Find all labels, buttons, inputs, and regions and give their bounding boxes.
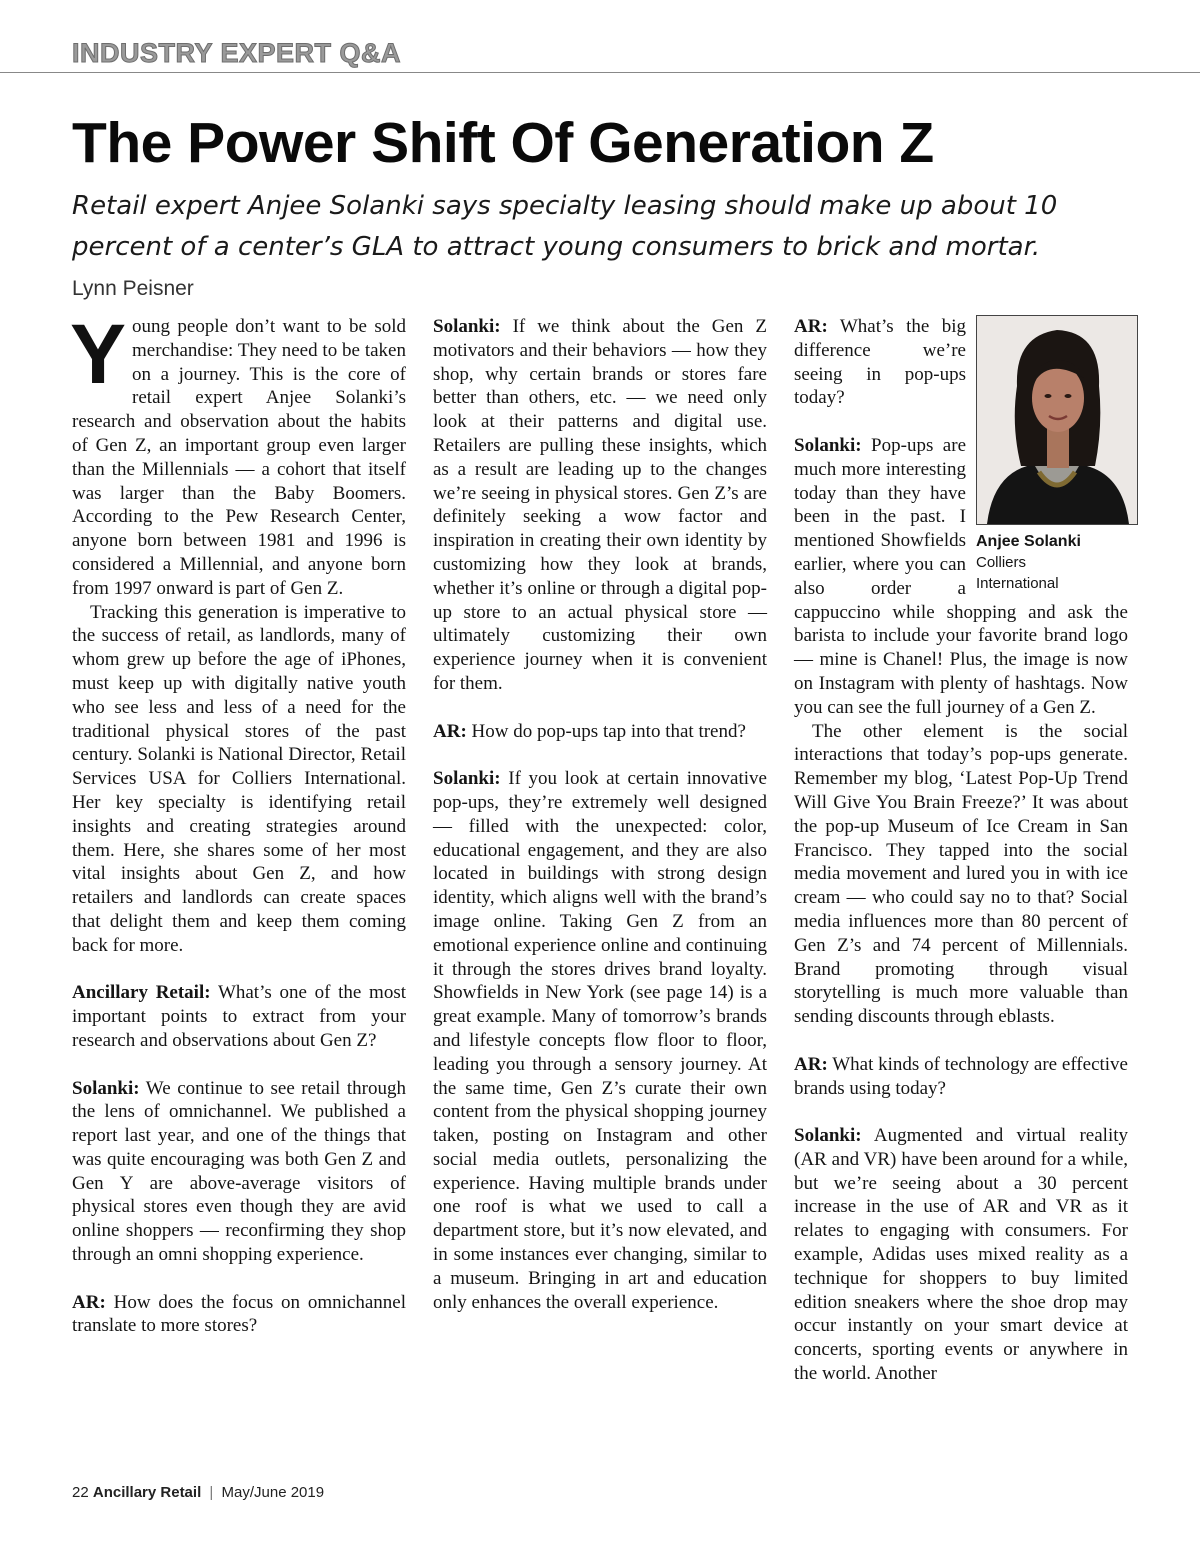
drop-cap: Y <box>70 307 127 401</box>
question-paragraph <box>433 720 767 744</box>
question-text: How do pop-ups tap into that trend? <box>466 720 746 742</box>
byline: Lynn Peisner <box>72 277 194 300</box>
caption-affiliation-line1: Colliers <box>976 554 1027 571</box>
answer-text: Pop-ups are much more interesting today than they have been in the past. I mentioned Showfields earlier, where you can also order a cappuccino while shopping and ask the barista to include your favorite brand logo — mine is Chanel! Plus, the image is now on Instagram with plenty of hashtags. Now you can see the full journey of a Gen Z. <box>794 434 1128 718</box>
page-footer <box>72 1484 324 1501</box>
header-divider <box>0 72 1200 73</box>
photo-caption <box>976 531 1138 594</box>
speaker-label: AR: <box>433 720 467 742</box>
answer-text: If we think about the Gen Z motivators and their behaviors — how they shop, why certain brands or stores fare better than others, etc. — we need only look at their patterns and digital use. Retailers are pulling these insights, which as a result are leading up to the changes we’re seeing in physical stores. Gen Z’s are definitely seeking a wow factor and inspiration in creating their own identity by customizing how they look at brands, whether it’s online or through a digital pop-up store to an actual physical store — ultimately customizing their own experience journey when it is convenient for them. <box>433 316 767 694</box>
question-text: How does the focus on omnichannel translate to more stores? <box>72 1291 406 1337</box>
speaker-label: Solanki: <box>794 1125 862 1147</box>
body-paragraph: The other element is the social interactions that today’s pop-ups generate. Remember my blog, ‘Latest Pop-Up Trend Will Give You Brain Freeze?’ It was about the pop-up Museum of Ice Cream in San Francisco. They tapped into the social media movement and lured you in with ice cream — who could say no to that? Social media influences more than 80 percent of Gen Z’s and 74 percent of Millennials. Brand promoting through visual storytelling is much more valuable than sending discounts through eblasts. <box>794 720 1128 1028</box>
article-headline: The Power Shift Of Generation Z <box>72 111 934 175</box>
speaker-label: AR: <box>794 1053 828 1075</box>
question-text: What kinds of technology are effective brands using today? <box>794 1053 1128 1099</box>
question-paragraph <box>72 1291 406 1339</box>
caption-name: Anjee Solanki <box>976 533 1081 550</box>
answer-paragraph <box>433 315 767 696</box>
answer-text: We continue to see retail through the lens of omnichannel. We published a report last year, and one of the things that was quite encouraging was both Gen Z and Gen Y are above-average visitors of physical stores even though they are avid online shoppers — reconfirming they shop through an omni shopping experience. <box>72 1077 406 1266</box>
answer-text: Augmented and virtual reality (AR and VR) have been around for a while, but we’re seeing about a 30 percent increase in the use of AR and VR as it relates to engaging with consumers. For example, Adidas uses mixed reality as a technique for shoppers to buy limited edition sneakers where the shoe drop may occur instantly on your smart device at concerts, sporting events or anywhere in the world. Another <box>794 1125 1128 1385</box>
question-text: What’s the big difference we’re seeing in pop-ups today? <box>794 316 966 409</box>
question-text: What’s one of the most important points to extract from your research and observations about Gen Z? <box>72 982 407 1051</box>
issue-date: May/June 2019 <box>221 1484 325 1501</box>
answer-paragraph <box>72 1077 406 1267</box>
speaker-label: Ancillary Retail: <box>72 982 211 1004</box>
answer-text: If you look at certain innovative pop-ups, they’re extremely well designed — filled with the unexpected: color, educational engagement, and they are also located in buildings with strong design identity, which aligns well with the brand’s image online. Taking Gen Z from an emotional experience online and continuing it through the stores drives brand loyalty. Showfields in New York (see page 14) is a great example. Many of tomorrow’s brands and lifestyle concepts flow floor to floor, leading you through a sensory journey. At the same time, Gen Z’s curate their own content from the physical shopping journey taken, posting on Instagram and other social media outlets, personalizing the experience. Having multiple brands under one roof is what we used to call a department store, but it’s now elevated, and in some instances ever changing, similar to a museum. Bringing in art and education only enhances the overall experience. <box>433 768 767 1313</box>
question-paragraph <box>794 1053 1128 1101</box>
article-column-1 <box>70 307 407 1338</box>
answer-paragraph <box>794 1124 1128 1386</box>
portrait-illustration <box>977 316 1137 524</box>
speaker-label: Solanki: <box>433 768 501 790</box>
answer-paragraph <box>433 767 767 1314</box>
body-paragraph: Tracking this generation is imperative to the success of retail, as landlords, many of whom grew up before the age of iPhones, must keep up with digitally native youth who see less and less of a need for the traditional physical stores of the past century. Solanki is National Director, Retail Services USA for Colliers International. Her key specialty is identifying retail insights and creating strategies around them. Here, she shares some of her most vital insights about Gen Z, and how retailers and landlords can create spaces that delight them and keep them coming back for more. <box>72 601 406 956</box>
speaker-label: Solanki: <box>794 434 862 456</box>
portrait-figure <box>976 315 1138 594</box>
speaker-label: AR: <box>794 316 828 337</box>
caption-affiliation-line2: International <box>976 575 1059 592</box>
article-deck: Retail expert Anjee Solanki says specialty leasing should make up about 10 percent of a center’s GLA to attract young consumers to brick and mortar. <box>72 191 1058 262</box>
speaker-label: Solanki: <box>433 316 501 337</box>
intro-paragraph <box>70 307 406 601</box>
portrait-photo <box>976 315 1138 525</box>
article-column-3 <box>794 315 1128 1386</box>
intro-text: oung people don’t want to be sold merchandise: They need to be taken on a journey. This is the core of retail expert Anjee Solanki’s research and observation about the habits of Gen Z, an important group even larger than the Millennials — a cohort that itself was larger than the Baby Boomers. According to the Pew Research Center, anyone born between 1981 and 1996 is considered a Millennial, and anyone born from 1997 onward is part of Gen Z. <box>72 316 406 599</box>
speaker-label: Solanki: <box>72 1077 140 1099</box>
magazine-name: Ancillary Retail <box>92 1484 202 1501</box>
footer-separator: | <box>209 1484 214 1501</box>
section-label: INDUSTRY EXPERT Q&A <box>72 38 402 68</box>
question-paragraph <box>72 981 406 1052</box>
speaker-label: AR: <box>72 1291 106 1313</box>
page-number: 22 <box>72 1484 89 1501</box>
article-column-2 <box>433 315 767 1314</box>
